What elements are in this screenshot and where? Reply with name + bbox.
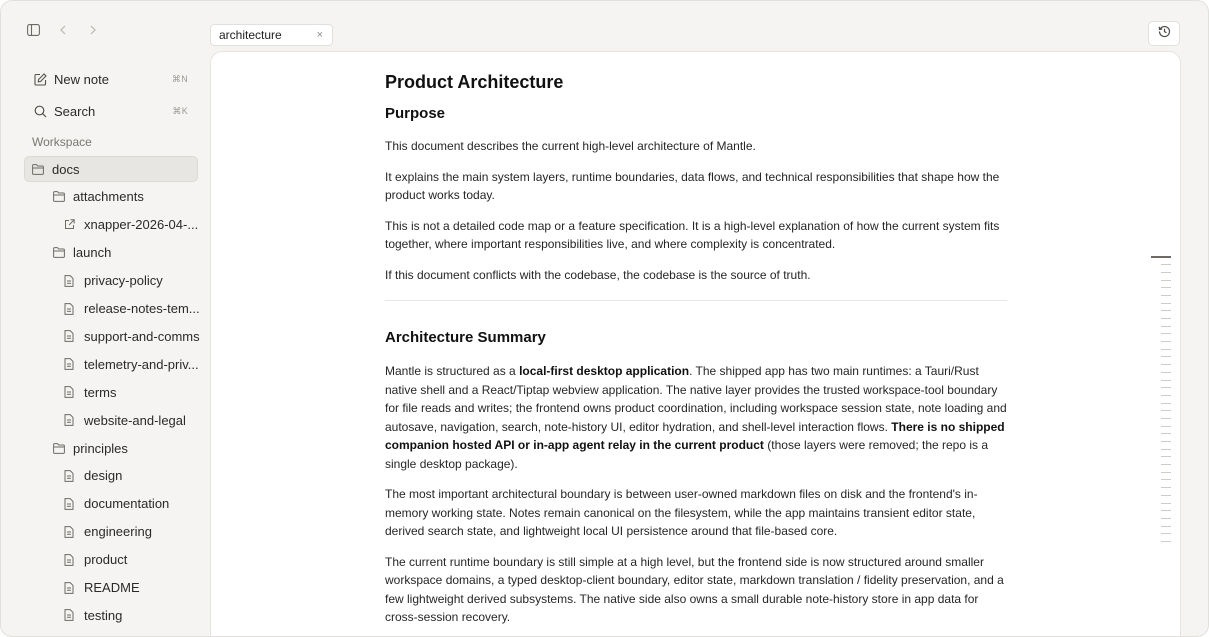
outline-tick[interactable] [1161,426,1171,427]
tree-item-label: engineering [84,524,152,540]
sidebar-toggle-icon[interactable] [25,22,41,38]
tree-item-label: README [84,580,140,595]
search-icon [34,104,48,118]
close-icon[interactable]: × [316,29,323,41]
history-icon [1158,25,1171,43]
outline-tick[interactable] [1161,387,1171,388]
tree-item-label: testing [84,607,123,623]
outline-tick[interactable] [1161,264,1171,265]
paragraph: Mantle is structured as a local-first desktop application. The shipped app has two main runtimes: a Tauri/Rust native shell and a React/Tiptap webview application. The native layer provides the trusted workspace-tool boundary for file reads and writes; the frontend owns product coordination, including workspace session state, note loading and autosave, navigation, search, note-history UI, editor hydration, and shell-level interaction flows. There is no shipped companion hosted API or in-app agent relay in the current product (those layers were removed; the repo is a single desktop package). [385,364,1007,471]
outline-tick[interactable] [1161,280,1171,281]
search-label: Search [54,103,96,119]
file-icon [64,526,76,538]
tree-item-label: attachments [73,189,144,205]
history-button[interactable] [1148,21,1180,46]
outline-tick[interactable] [1161,333,1171,334]
outline-tick[interactable] [1161,310,1171,311]
outline-tick[interactable] [1161,418,1171,419]
tree-item-label: xnapper-2026-04-... [84,217,199,233]
tree-item-principles[interactable] [42,435,128,461]
file-icon [64,358,76,370]
tree-item-label: support-and-comms [84,328,200,344]
tree-item-docs[interactable] [24,156,198,182]
tree-item-label: docs [52,161,80,177]
tab-architecture[interactable] [210,24,333,46]
outline-tick[interactable] [1161,441,1171,442]
outline-tick[interactable] [1161,295,1171,296]
file-icon [64,414,76,426]
external-link-icon [64,219,76,231]
tree-item-product[interactable] [53,547,127,573]
outline-tick[interactable] [1161,503,1171,504]
outline-tick[interactable] [1161,287,1171,288]
paragraph: This is not a detailed code map or a feature specification. It is a high-level explanation of how the current system fits together, where important responsibilities live, and where complexity is concentrated. [385,218,1000,251]
paragraph: It explains the main system layers, runtime boundaries, data flows, and technical responsibilities that shape how the product works today. [385,169,1000,202]
outline-tick[interactable] [1161,380,1171,381]
outline-tick[interactable] [1151,256,1171,258]
file-icon [64,303,76,315]
document-pane [210,51,1181,637]
window-controls [25,22,101,38]
tree-item-website-and-legal[interactable] [53,407,186,433]
file-icon [64,609,76,621]
tree-item-label: terms [84,384,117,400]
outline-tick[interactable] [1161,541,1171,542]
paragraph: The current runtime boundary is still simple at a high level, but the frontend side is now structured around smaller workspace domains, a typed desktop-client boundary, editor state, markdown translation / fidelity preservation, and a few lightweight derived subsystems. The native side also owns a small durable note-history store in app data for cross-session recovery. [385,554,1004,624]
paragraph: The most important architectural boundary is between user-owned markdown files on disk and the frontend's in-memory working state. Notes remain canonical on the filesystem, while the app maintains transient editor state, derived search state, and lightweight local UI persistence around that file-based core. [385,487,978,538]
tree-item-documentation[interactable] [53,491,169,517]
search-shortcut: ⌘K [172,105,188,116]
file-icon [64,582,76,594]
new-note-label: New note [54,71,109,87]
outline-tick[interactable] [1161,272,1171,273]
tree-item-telemetry-and-priv[interactable] [53,351,199,377]
tree-item-label: website-and-legal [84,412,186,428]
tree-item-design[interactable] [53,463,122,489]
new-note-button[interactable] [24,65,198,93]
outline-tick[interactable] [1161,341,1171,342]
outline-tick[interactable] [1161,456,1171,457]
file-icon [64,554,76,566]
outline-tick[interactable] [1161,472,1171,473]
tree-item-label: release-notes-tem... [84,301,200,316]
tree-item-label: documentation [84,496,170,512]
folder-icon [53,247,65,259]
paragraph: If this document conflicts with the codebase, the codebase is the source of truth. [385,267,811,282]
tree-item-engineering[interactable] [53,519,152,545]
folder-icon [53,442,65,454]
outline-tick[interactable] [1161,433,1171,434]
outline-tick[interactable] [1161,356,1171,357]
file-icon [64,470,76,482]
tree-item-privacy-policy[interactable] [53,268,163,294]
tab-label: architecture [219,28,282,42]
tree-item-terms[interactable] [53,379,117,405]
file-icon [64,498,76,510]
tree-item-release-notes-tem[interactable] [53,296,200,322]
outline-tick[interactable] [1161,518,1171,519]
tree-item-label: telemetry-and-priv... [84,356,199,372]
file-icon [64,330,76,342]
new-note-shortcut: ⌘N [171,73,188,84]
tree-item-launch[interactable] [42,240,111,266]
outline-tick[interactable] [1161,410,1171,411]
tree-item-xnapper-2026-04[interactable] [53,212,198,238]
tree-item-label: principles [73,440,128,456]
file-icon [64,386,76,398]
outline-tick[interactable] [1161,349,1171,350]
outline-tick[interactable] [1161,495,1171,496]
purpose-heading: Purpose [385,105,446,122]
outline-tick[interactable] [1161,479,1171,480]
edit-icon [34,72,48,86]
workspace-label: Workspace [32,135,92,149]
tree-item-label: design [84,468,123,484]
outline-tick[interactable] [1161,395,1171,396]
outline-tick[interactable] [1161,464,1171,465]
paragraph: This document describes the current high-level architecture of Mantle. [385,139,756,153]
outline-tick[interactable] [1161,487,1171,488]
folder-icon [32,163,44,175]
back-arrow-icon[interactable] [55,22,71,38]
tree-item-attachments[interactable] [42,184,144,210]
outline-tick[interactable] [1161,303,1171,304]
outline-tick[interactable] [1161,326,1171,327]
tree-item-label: product [84,552,128,568]
outline-tick[interactable] [1161,526,1171,527]
outline-rail[interactable] [1151,256,1171,549]
forward-arrow-icon[interactable] [85,22,101,38]
outline-tick[interactable] [1161,533,1171,534]
search-button[interactable] [24,97,198,125]
folder-icon [53,191,65,203]
sidebar [1,61,206,637]
tree-item-label: launch [73,245,112,261]
file-icon [64,275,76,287]
tree-item-readme[interactable] [53,575,140,601]
tree-item-label: privacy-policy [84,273,163,289]
outline-tick[interactable] [1161,449,1171,450]
outline-tick[interactable] [1161,372,1171,373]
tree-item-testing[interactable] [53,602,122,628]
outline-tick[interactable] [1161,364,1171,365]
document-content [385,70,1009,627]
divider [385,300,1007,301]
tree-item-support-and-comms[interactable] [53,323,200,349]
outline-tick[interactable] [1161,403,1171,404]
summary-heading: Architecture Summary [385,329,546,346]
outline-tick[interactable] [1161,510,1171,511]
outline-tick[interactable] [1161,318,1171,319]
doc-title: Product Architecture [385,72,564,92]
